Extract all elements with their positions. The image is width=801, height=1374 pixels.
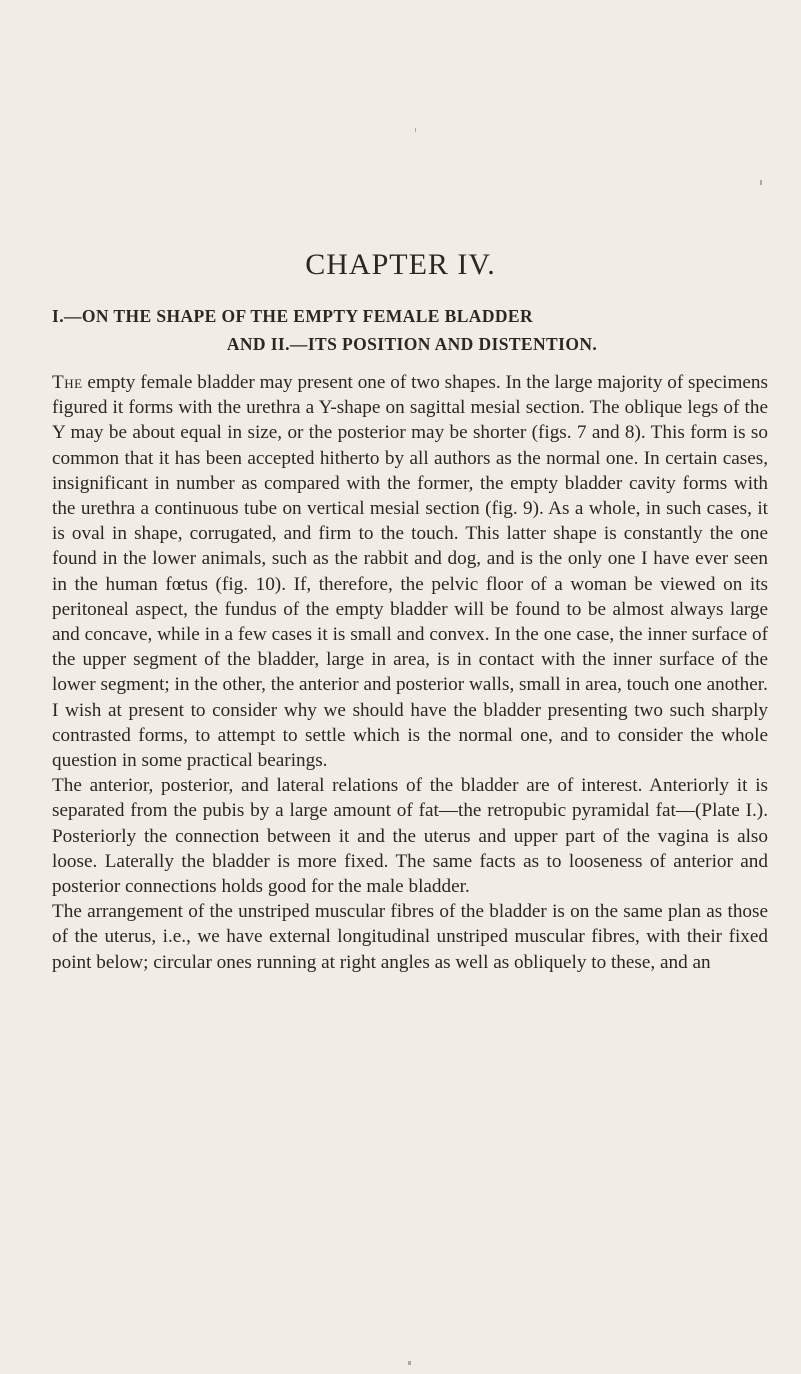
paragraph-text: The arrangement of the unstriped muscular fibres of the bladder is on the same plan as those of the uterus, i.e., we have external longitudinal unstriped muscular fibres, with their fixed point below; circular ones running at right angles as well as obliquely to these, and an xyxy=(52,901,768,973)
page-speck xyxy=(408,1361,411,1365)
paragraph-text: I wish at present to consider why we should have the bladder presenting two such sharply contrasted forms, to attempt to settle which is the normal one, and to consider the whole question in some practical bearings. xyxy=(52,699,768,772)
paragraph-1 xyxy=(52,370,768,698)
page-speck xyxy=(415,128,416,132)
subtitle-line-2: AND II.—ITS POSITION AND DISTENTION. xyxy=(226,334,598,354)
paragraph-4 xyxy=(52,899,768,975)
paragraph-text: The anterior, posterior, and lateral relations of the bladder are of interest. Anteriorly it is separated from the pubis by a large amount of fat—the retropubic pyramidal fat—(Plate I.). Posteriorly the connection between it and the uterus and upper part of the vagina is also loose. Laterally the bladder is more fixed. The same facts as to looseness of anterior and posterior connections holds good for the male bladder. xyxy=(52,775,768,898)
page-speck xyxy=(760,180,762,185)
chapter-subtitle xyxy=(52,302,772,358)
paragraph-text: empty female bladder may present one of two shapes. In the large majority of specimens figured it forms with the urethra a Y-shape on sagittal mesial section. The oblique legs of the Y may be about equal in size, or the posterior may be shorter (figs. 7 and 8). This form is so common that it has been accepted hitherto by all authors as the normal one. In certain cases, insignificant in number as compared with the former, the empty bladder cavity forms with the urethra a continuous tube on vertical mesial section (fig. 9). As a whole, in such cases, it is oval in shape, corrugated, and firm to the touch. This latter shape is constantly the one found in the lower animals, such as the rabbit and dog, and is the only one I have ever seen in the human fœtus (fig. 10). If, therefore, the pelvic floor of a woman be viewed on its peritoneal aspect, the fundus of the empty bladder will be found to be almost always large and concave, while in a few cases it is small and convex. In the one case, the inner surface of the upper segment of the bladder, large in area, is in contact with the inner surface of the lower segment; in the other, the anterior and posterior walls, small in area, touch one another. xyxy=(52,372,768,696)
paragraph-lead-word: The xyxy=(52,372,83,393)
body-text xyxy=(52,370,768,975)
paragraph-2 xyxy=(52,698,768,774)
subtitle-line-1: I.—ON THE SHAPE OF THE EMPTY FEMALE BLADDER xyxy=(52,306,534,326)
paragraph-3 xyxy=(52,773,768,899)
chapter-title: CHAPTER IV. xyxy=(305,248,496,281)
